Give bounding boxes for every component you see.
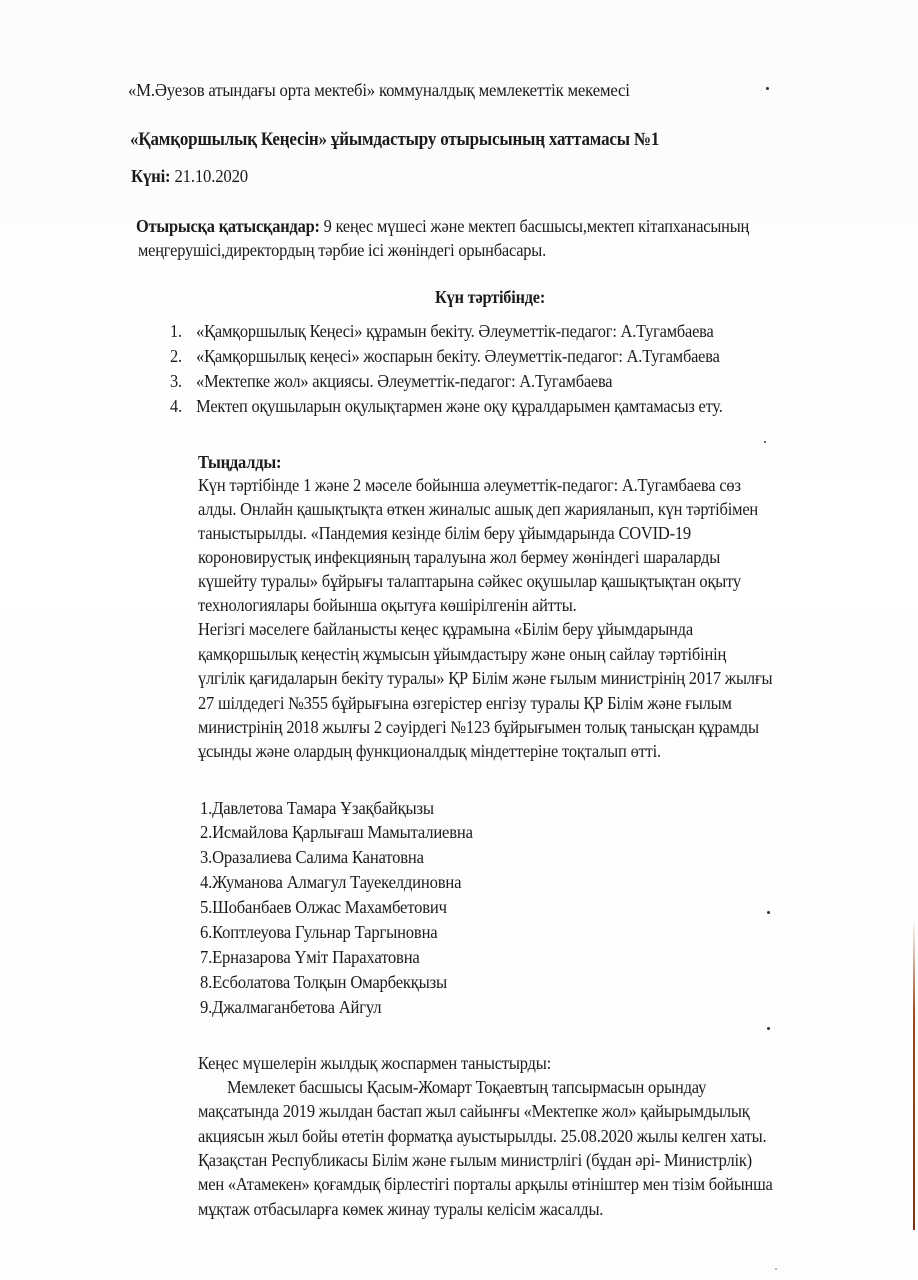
member-list-item: 8.Есболатова Толқын Омарбекқызы: [200, 972, 448, 992]
agenda-item-text: «Қамқоршылық Кеңесі» құрамын бекіту. Әлеуметтік-педагог: А.Тугамбаева: [196, 321, 714, 341]
agenda-item: [170, 369, 612, 393]
scan-edge-line: [913, 920, 915, 1230]
agenda-title: Күн тәртібінде:: [435, 287, 546, 307]
agenda-item-text: Мектеп оқушыларын оқулықтармен және оқу құралдарымен қамтамасыз ету.: [196, 396, 723, 416]
participants-text-2: меңгерушісі,директордың тәрбие ісі жөніндегі орынбасары.: [138, 240, 547, 260]
scan-speck: [775, 1268, 777, 1270]
agenda-item-number: 3.: [170, 371, 182, 391]
heard-line: 27 шілдедегі №355 бұйрығына өзгерістер енгізу туралы ҚР Білім және ғылым: [198, 693, 732, 713]
date-value: 21.10.2020: [174, 166, 248, 186]
agenda-item: [170, 319, 714, 343]
scan-speck: [767, 1027, 770, 1030]
heard-line: таныстырылды. «Пандемия кезінде білім беру ұйымдарында COVID-19: [198, 523, 691, 543]
heard-line: министрінің 2018 жылғы 2 сәуірдегі №123 бұйрығымен толық танысқан құрамды: [198, 717, 759, 737]
member-list-item: 5.Шобанбаев Олжас Махамбетович: [200, 897, 447, 917]
heard-line: Күн тәртібінде 1 және 2 мәселе бойынша әлеуметтік-педагог: А.Тугамбаева сөз: [198, 475, 741, 495]
scan-speck: [764, 441, 766, 443]
plan-line: Қазақстан Республикасы Білім және ғылым министрлігі (бұдан әрі- Министрлік): [198, 1150, 752, 1170]
plan-line: акциясын жыл бойы өтетін форматқа ауыстырылды. 25.08.2020 жылы келген хаты.: [198, 1126, 767, 1146]
agenda-item: [170, 394, 723, 418]
scan-speck: [766, 87, 769, 90]
agenda-item: [170, 344, 720, 368]
member-list-item: 7.Ерназарова Үміт Парахатовна: [200, 947, 420, 967]
heard-line: күшейту туралы» бұйрығы талаптарына сәйкес оқушылар қашықтықтан оқыту: [198, 571, 741, 591]
member-list-item: 6.Коптлеуова Гульнар Таргыновна: [200, 922, 438, 942]
institution-name: «М.Әуезов атындағы орта мектебі» коммуналдық мемлекеттік мекемесі: [128, 80, 630, 100]
heard-line: ұсынды және олардың функционалдық міндеттеріне тоқталып өтті.: [198, 741, 661, 761]
plan-line: мұқтаж отбасыларға көмек жинау туралы келісім жасалды.: [198, 1199, 604, 1219]
heard-line: қамқоршылық кеңестің жұмысын ұйымдастыру және оның сайлау тәртібінің: [198, 644, 727, 664]
plan-line: Мемлекет басшысы Қасым-Жомарт Тоқаевтың тапсырмасын орындау: [227, 1077, 707, 1097]
document-title: «Қамқоршылық Кеңесін» ұйымдастыру отырысының хаттамасы №1: [130, 130, 660, 150]
participants-label: Отырысқа қатысқандар:: [136, 216, 320, 236]
agenda-item-text: «Мектепке жол» акциясы. Әлеуметтік-педагог: А.Тугамбаева: [196, 371, 613, 391]
agenda-item-number: 4.: [170, 396, 182, 416]
agenda-item-number: 2.: [170, 346, 182, 366]
scan-speck: [767, 911, 770, 914]
member-list-item: 4.Жуманова Алмагул Тауекелдиновна: [200, 872, 462, 892]
member-list-item: 3.Оразалиева Салима Канатовна: [200, 847, 424, 867]
participants-line-1: [136, 214, 749, 238]
member-list-item: 1.Давлетова Тамара Ұзақбайқызы: [200, 798, 434, 818]
heard-line: короновирустық инфекцияның таралуына жол бермеу жөніндегі шараларды: [198, 547, 721, 567]
member-list-item: 9.Джалмаганбетова Айгул: [200, 997, 382, 1017]
heard-line: үлгілік қағидаларын бекіту туралы» ҚР Білім және ғылым министрінің 2017 жылғы: [198, 668, 773, 688]
heard-line: алды. Онлайн қашықтықта өткен жиналыс ашық деп жарияланып, күн тәртібімен: [198, 499, 759, 519]
member-list-item: 2.Исмайлова Қарлығаш Мамыталиевна: [200, 822, 473, 842]
heard-line: Негізгі мәселеге байланысты кеңес құрамына «Білім беру ұйымдарында: [198, 619, 693, 639]
participants-text-1: 9 кеңес мүшесі және мектеп басшысы,мектеп кітапханасының: [323, 216, 750, 236]
heard-line: технологиялары бойынша оқытуға көшірілгенін айтты.: [198, 595, 577, 615]
plan-line: мен «Атамекен» қоғамдық бірлестігі порталы арқылы өтініштер мен тізім бойынша: [198, 1174, 773, 1194]
meeting-date: [131, 164, 248, 188]
plan-line: мақсатында 2019 жылдан бастап жыл сайынғы «Мектепке жол» қайырымдылық: [198, 1101, 750, 1121]
agenda-item-text: «Қамқоршылық кеңесі» жоспарын бекіту. Әлеуметтік-педагог: А.Тугамбаева: [196, 346, 720, 366]
heard-title: Тыңдалды:: [198, 452, 282, 472]
agenda-item-number: 1.: [170, 321, 182, 341]
date-label: Күні:: [131, 166, 171, 186]
plan-intro: Кеңес мүшелерін жылдық жоспармен таныстырды:: [198, 1053, 551, 1073]
